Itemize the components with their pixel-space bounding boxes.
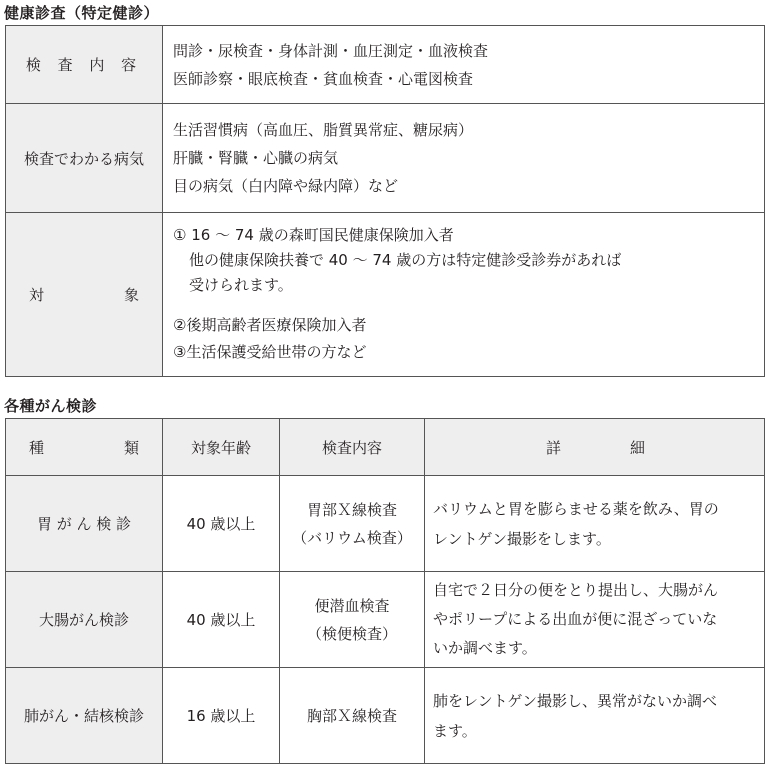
content-line: ③生活保護受給世帯の方など bbox=[173, 343, 367, 361]
header-type: 種 類 bbox=[6, 419, 163, 476]
header-target-age: 対象年齢 bbox=[163, 419, 280, 476]
exam-cell: 胃部Ｘ線検査 （バリウム検査） bbox=[280, 476, 425, 572]
cancer-screening-table bbox=[5, 418, 765, 764]
content-line: 医師診察・眼底検査・貧血検査・心電図検査 bbox=[173, 69, 474, 88]
exam-cell: 便潜血検査 （検便検査） bbox=[280, 572, 425, 668]
exam-content-cell bbox=[163, 26, 765, 104]
content-line: 他の健康保険扶養で 40 ～ 74 歳の方は特定健診受診券があれば bbox=[189, 251, 622, 269]
detail-cell: 自宅で２日分の便をとり提出し、大腸がん やポリープによる出血が便に混ざっていな いか調べます。 bbox=[425, 572, 765, 668]
age-cell: 16 歳以上 bbox=[163, 668, 280, 764]
content-line: 肝臓・腎臓・心臓の病気 bbox=[173, 149, 339, 167]
label-eligibility: 対 象 bbox=[6, 213, 163, 377]
table-row bbox=[6, 572, 765, 668]
content-line: 問診・尿検査・身体計測・血圧測定・血液検査 bbox=[173, 41, 489, 60]
content-line: 生活習慣病（高血圧、脂質異常症、糖尿病） bbox=[173, 121, 474, 139]
label-exam-content: 検 査 内 容 bbox=[6, 26, 163, 104]
diseases-cell bbox=[163, 104, 765, 213]
type-cell: 肺がん・結核検診 bbox=[6, 668, 163, 764]
section-title-cancer-screening: 各種がん検診 bbox=[4, 397, 98, 415]
type-cell: 大腸がん検診 bbox=[6, 572, 163, 668]
table-header-row bbox=[6, 419, 765, 476]
table-row bbox=[6, 26, 765, 104]
table-row bbox=[6, 476, 765, 572]
type-cell: 胃 が ん 検 診 bbox=[6, 476, 163, 572]
age-cell: 40 歳以上 bbox=[163, 476, 280, 572]
content-line: 目の病気（白内障や緑内障）など bbox=[173, 177, 399, 195]
exam-cell: 胸部Ｘ線検査 bbox=[280, 668, 425, 764]
content-line: ① 16 ～ 74 歳の森町国民健康保険加入者 bbox=[173, 226, 454, 244]
content-line: 受けられます。 bbox=[189, 276, 293, 294]
table-row bbox=[6, 213, 765, 377]
content-line: ②後期高齢者医療保険加入者 bbox=[173, 316, 367, 334]
header-detail: 詳 細 bbox=[425, 419, 765, 476]
section-title-health-checkup: 健康診査（特定健診） bbox=[4, 4, 160, 22]
table-row bbox=[6, 668, 765, 764]
health-checkup-table bbox=[5, 25, 765, 377]
detail-cell: 肺をレントゲン撮影し、異常がないか調べ ます。 bbox=[425, 668, 765, 764]
eligibility-cell bbox=[163, 213, 765, 377]
label-detectable-diseases: 検査でわかる病気 bbox=[6, 104, 163, 213]
header-exam-content: 検査内容 bbox=[280, 419, 425, 476]
detail-cell: バリウムと胃を膨らませる薬を飲み、胃の レントゲン撮影をします。 bbox=[425, 476, 765, 572]
table-row bbox=[6, 104, 765, 213]
age-cell: 40 歳以上 bbox=[163, 572, 280, 668]
